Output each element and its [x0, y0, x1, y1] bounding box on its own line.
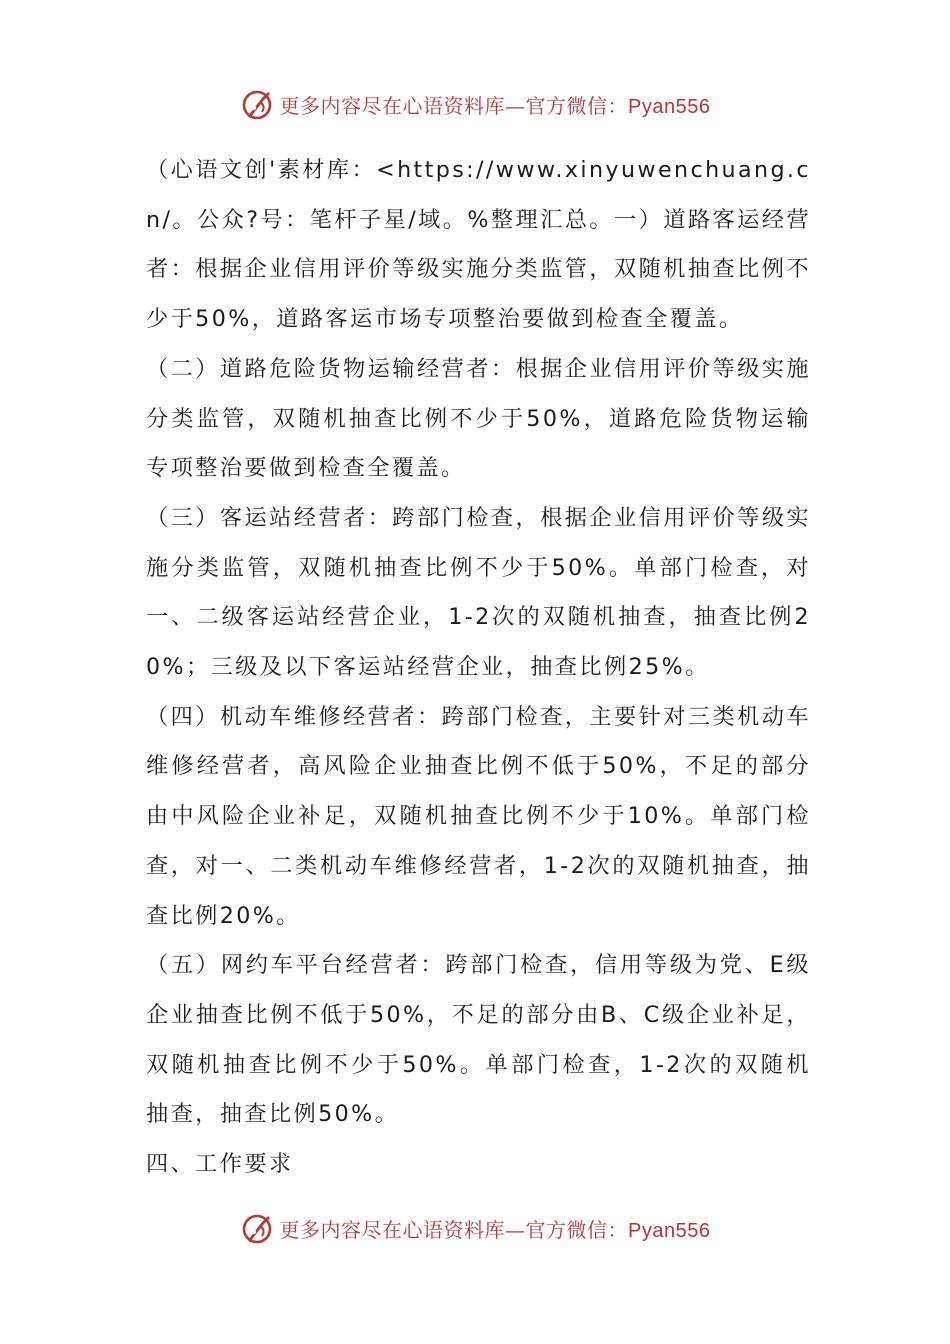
document-body	[146, 146, 811, 1190]
paragraph-5: （五）网约车平台经营者：跨部门检查，信用等级为党、E级企业抽查比例不低于50%，不足的部分由B、C级企业补足，双随机抽查比例不少于50%。单部门检查，1-2次的双随机抽查，抽查比例50%。	[146, 952, 811, 1128]
paragraph-4: （四）机动车维修经营者：跨部门检查，主要针对三类机动车维修经营者，高风险企业抽查比例不低于50%，不足的部分由中风险企业补足，双随机抽查比例不少于10%。单部门检查，对一、二类机动车维修经营者，1-2次的双随机抽查，抽查比例20%。	[146, 703, 811, 929]
section-heading-work-requirements: 四、工作要求	[146, 1151, 294, 1178]
header-banner	[0, 84, 950, 124]
wechat-id: Pyan556	[628, 1219, 711, 1242]
wechat-id: Pyan556	[628, 95, 711, 118]
paragraph-2: （二）道路危险货物运输经营者：根据企业信用评价等级实施分类监管，双随机抽查比例不少于50%，道路危险货物运输专项整治要做到检查全覆盖。	[146, 355, 811, 482]
footer-banner	[0, 1208, 950, 1248]
pen-nib-logo-icon	[240, 86, 276, 122]
pen-nib-logo-icon	[240, 1210, 276, 1246]
footer-banner-text: 更多内容尽在心语资料库—官方微信：Pyan556	[279, 1217, 711, 1242]
paragraph-3: （三）客运站经营者：跨部门检查，根据企业信用评价等级实施分类监管，双随机抽查比例不少于50%。单部门检查，对一、二级客运站经营企业，1-2次的双随机抽查，抽查比例20%；三级及以下客运站经营企业，抽查比例25%。	[146, 504, 811, 681]
paragraph-intro: （心语文创'素材库：<https://www.xinyuwenchuang.cn/。公众?号：笔杆子星/域。%整理汇总。一）道路客运经营者：根据企业信用评价等级实施分类监管，双随机抽查比例不少于50%，道路客运市场专项整治要做到检查全覆盖。	[146, 157, 811, 333]
header-banner-text: 更多内容尽在心语资料库—官方微信：Pyan556	[279, 93, 711, 118]
